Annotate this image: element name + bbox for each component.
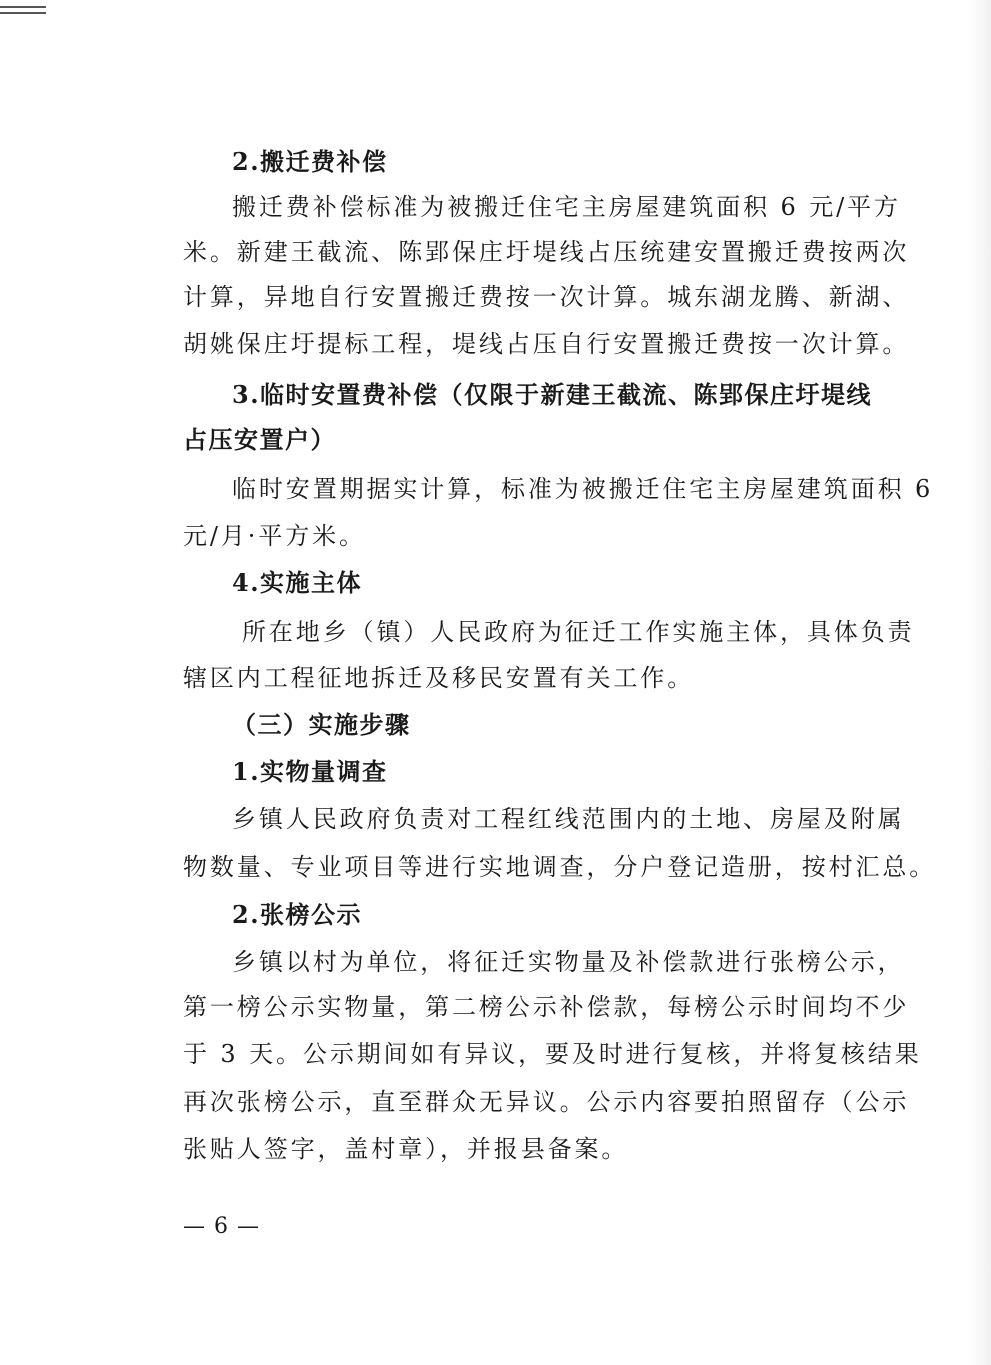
paragraph-line: 搬迁费补偿标准为被搬迁住宅主房屋建筑面积 6 元/平方 <box>232 193 901 221</box>
paragraph-line: 张贴人签字，盖村章），并报县备案。 <box>183 1135 629 1163</box>
paragraph-line: 所在地乡（镇）人民政府为征迁工作实施主体，具体负责 <box>242 618 915 646</box>
paragraph-line: 米。新建王截流、陈郢保庄圩堤线占压统建安置搬迁费按两次 <box>183 238 910 266</box>
paragraph-line: 第一榜公示实物量，第二榜公示补偿款，每榜公示时间均不少 <box>183 993 910 1021</box>
paragraph-line: 胡姚保庄圩提标工程，堤线占压自行安置搬迁费按一次计算。 <box>183 330 910 358</box>
paragraph-line: 物数量、专业项目等进行实地调查，分户登记造册，按村汇总。 <box>183 853 937 881</box>
paragraph-line: 于 3 天。公示期间如有异议，要及时进行复核，并将复核结果 <box>183 1040 922 1068</box>
paragraph-line: 计算，异地自行安置搬迁费按一次计算。城东湖龙腾、新湖、 <box>183 283 910 311</box>
paragraph-line: 辖区内工程征地拆迁及移民安置有关工作。 <box>183 664 695 692</box>
heading-relocation-compensation: 2.搬迁费补偿 <box>232 147 388 176</box>
paragraph-line: 乡镇以村为单位，将征迁实物量及补偿款进行张榜公示， <box>232 948 905 976</box>
heading-implementation-steps: （三）实施步骤 <box>232 710 411 739</box>
paragraph-line: 乡镇人民政府负责对工程红线范围内的土地、房屋及附属 <box>232 805 905 833</box>
heading-implementing-body: 4.实施主体 <box>232 568 363 597</box>
paragraph-line: 临时安置期据实计算，标准为被搬迁住宅主房屋建筑面积 6 <box>232 475 934 503</box>
paragraph-line: 元/月·平方米。 <box>183 522 366 550</box>
page-number: — 6 — <box>183 1214 260 1239</box>
page-edge-shadow <box>969 0 991 1365</box>
heading-public-notice: 2.张榜公示 <box>232 900 363 929</box>
scan-corner-mark <box>0 6 46 18</box>
paragraph-line: 再次张榜公示，直至群众无异议。公示内容要拍照留存（公示 <box>183 1088 910 1116</box>
heading-physical-survey: 1.实物量调查 <box>232 757 388 786</box>
heading-temporary-resettlement-cont: 占压安置户） <box>183 425 336 454</box>
heading-temporary-resettlement: 3.临时安置费补偿（仅限于新建王截流、陈郢保庄圩堤线 <box>232 380 873 409</box>
